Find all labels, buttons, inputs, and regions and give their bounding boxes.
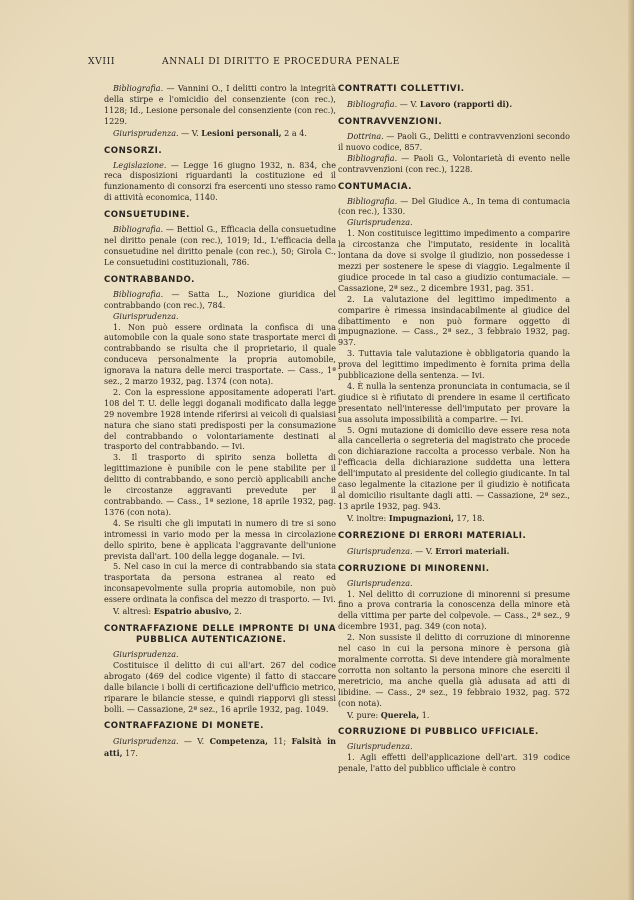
entry-contratti-collettivi: CONTRATTI COLLETTIVI. Bibliografia. — V. Lavoro (rapporti di). xyxy=(338,84,570,111)
section-label: Legislazione. xyxy=(113,160,167,170)
section-label: Bibliografia. xyxy=(347,153,398,163)
case-paragraph: 4. Se risulti che gli imputati in numero di tre si sono intromessi in vario modo per la messa in circolazione dello spirito, bene è applicata l'aggravante dell'unione prevista dall'art. 100 della legge doganale. — Ivi. xyxy=(104,518,336,561)
right-column xyxy=(338,84,570,781)
entry-heading: CONTRAVVENZIONI. xyxy=(338,116,443,127)
entry-text: — Paoli G., Volontarietà di evento nelle contravvenzioni (con rec.), 1228. xyxy=(338,153,570,174)
section-label: Giurisprudenza. xyxy=(347,546,413,556)
cross-reference: Lesioni personali, xyxy=(201,127,282,138)
case-paragraph: 2. La valutazione del legittimo impedimento a comparire è rimessa insindacabilmente al giudice del dibattimento e non può formare oggetto di impugnazione. — Cass., 2ª sez., 3 febbraio 1932, pag. 937. xyxy=(338,294,570,348)
case-paragraph: 4. È nulla la sentenza pronunciata in contumacia, se il giudice si è rifiutato di prendere in esame il certificato presentato nell'interesse dell'imputato per provare la sua assoluta impossibilità a comparire. — Ivi. xyxy=(338,381,570,424)
entry-text: — Vannini O., I delitti contro la integrità della stirpe e l'omicidio del consenziente (con rec.), 1128; Id., Lesione personale del consenziente (con rec.), 1229. xyxy=(104,84,336,126)
entry-vannini: Bibliografia. — Vannini O., I delitti contro la integrità della stirpe e l'omicidio del consenziente (con rec.), 1128; Id., Lesione personale del consenziente (con rec.), 1229. Giurisprudenza. — V. Lesioni personali, 2 a 4. xyxy=(104,84,336,138)
entry-contraffazione-monete: CONTRAFFAZIONE DI MONETE. Giurisprudenza. — V. Competenza, 11; Falsità in atti, 17. xyxy=(104,721,336,759)
entry-text: — Paoli G., Delitti e contravvenzioni secondo il nuovo codice, 857. xyxy=(338,131,570,152)
entry-heading: CONSUETUDINE. xyxy=(104,210,190,221)
entry-heading: CONTRATTI COLLETTIVI. xyxy=(338,84,465,94)
entry-heading: CORRUZIONE DI MINORENNI. xyxy=(338,563,490,574)
entry-heading: CORREZIONE DI ERRORI MATERIALI. xyxy=(338,530,527,541)
left-column xyxy=(104,84,336,766)
entry-correzione-errori: CORREZIONE DI ERRORI MATERIALI. Giurisprudenza. — V. Errori materiali. xyxy=(338,531,570,558)
entry-contravvenzioni xyxy=(338,117,570,176)
case-paragraph: 1. Non costituisce legittimo impedimento a comparire la circostanza che l'imputato, residente in località lontana da dove si svolge il giudizio, non possedesse i mezzi per sostenere le spese di viaggio. Legalmente il giudice procede in tal caso a giudizio contumaciale. — Cassazione, 2ª sez., 2 dicembre 1931, pag. 351. xyxy=(338,229,570,293)
cross-reference: Lavoro (rapporti di). xyxy=(419,99,513,109)
page-number: XVIII xyxy=(88,56,116,67)
section-label: Giurisprudenza. xyxy=(113,311,179,321)
section-label: Bibliografia. xyxy=(347,196,398,206)
cross-reference: Impugnazioni, xyxy=(388,512,454,523)
section-label: Giurisprudenza. xyxy=(347,578,413,588)
entry-corruzione-pubblico xyxy=(338,727,570,775)
journal-title: ANNALI DI DIRITTO E PROCEDURA PENALE xyxy=(162,56,400,67)
entry-text: — Del Giudice A., In tema di contumacia (con rec.), 1330. xyxy=(338,196,570,217)
case-paragraph: 2. Con la espressione appositamente adoperati l'art. 108 del T. U. delle leggi doganali modificato dalla legge 29 novembre 1928 intende riferirsi ai veicoli di qualsiasi natura che siano stati predisposti per la consumazione del contrabbando o volontariamente destinati al trasporto del contrabbando. — Ivi. xyxy=(104,387,336,452)
section-label: Giurisprudenza. xyxy=(113,649,179,659)
entry-contumacia: CONTUMACIA. Bibliografia. — Del Giudice A., In tema di contumacia (con rec.), 1330. Giurisprudenza. 1. Non costituisce legittimo impedimento a comparire la circostanza che l'imputato, residente in località lontana da dove si svolge il giudizio, non possedesse i mezzi per sostenere le spese di viaggio. Legalmente il giudice procede in tal caso a giudizio contumaciale. — Cassazione, 2ª sez., 2 dicembre 1931, pag. 351. 2. La valutazione del legittimo impedimento a comparire è rimessa insindacabilmente al giudice del dibattimento e non può formare oggetto di impugnazione. — Cass., 2ª sez., 3 febbraio 1932, pag. 937. 3. Tuttavia tale valutazione è obbligatoria quando la prova del legittimo impedimento è fornita prima della pubblicazione della sentenza. — Ivi. 4. È nulla la sentenza pronunciata in contumacia, se il giudice si è rifiutato di prendere in esame il certificato presentato nell'interesse dell'imputato per provare la sua assoluta impossibilità a comparire. — Ivi. 5. Ogni mutazione di domicilio deve essere resa nota alla cancelleria o segreteria del magistrato che procede con dichiarazione raccolta a processo verbale. Non ha l'efficacia della dichiarazione suddetta una lettera dell'imputato al presidente del collegio giudicante. In tal caso legalmente la citazione per il giudizio è notificata al domicilio risultante dagli atti. — Cassazione, 2ª sez., 13 aprile 1932, pag. 943. V. inoltre: Impugnazioni, 17, 18. xyxy=(338,181,570,523)
entry-text: — Bettiol G., Efficacia della consuetudine nel diritto penale (con rec.), 1019; Id., L'efficacia della consuetudine nel diritto penale (con rec.), 50; Girola C., Le consuetudini costituzionali, 786. xyxy=(104,225,336,267)
entry-consorzi xyxy=(104,146,336,205)
entry-text: — Satta L., Nozione giuridica del contrabbando (con rec.), 784. xyxy=(104,289,336,310)
running-header xyxy=(88,56,568,70)
entry-contrabbando: CONTRABBANDO. Bibliografia. — Satta L., Nozione giuridica del contrabbando (con rec.), 784. Giurisprudenza. 1. Non può essere ordinata la confisca di una automobile con la quale sono state trasportate merci di contrabbando se risulta che il proprietario, il quale conduceva personalmente la propria automobile, ignorava la natura delle merci trasportate. — Cass., 1ª sez., 2 marzo 1932, pag. 1374 (con nota). 2. Con la espressione appositamente adoperati l'art. 108 del T. U. delle leggi doganali modificato dalla legge 29 novembre 1928 intende riferirsi ai veicoli di qualsiasi natura che siano stati predisposti per la consumazione del contrabbando o volontariamente destinati al trasporto del contrabbando. — Ivi. 3. Il trasporto di spirito senza bolletta di legittimazione è punibile con le pene stabilite per il delitto di contrabbando, e sono perciò applicabili anche le circostanze aggravanti prevedute per il contrabbando. — Cass., 1ª sezione, 18 aprile 1932, pag. 1376 (con nota). 4. Se risulti che gli imputati in numero di tre si sono intromessi in vario modo per la messa in circolazione dello spirito, bene è applicata l'aggravante dell'unione prevista dall'art. 100 della legge doganale. — Ivi. 5. Nel caso in cui la merce di contrabbando sia stata trasportata da persona estranea al reato ed inconsapevolmente sulla propria automobile, non può essere ordinata la confisca del mezzo di trasporto. — Ivi. V. altresì: Espatrio abusivo, 2. xyxy=(104,274,336,617)
entry-heading: CONTRAFFAZIONE DELLE IMPRONTE DI UNA PUBBLICA AUTENTICAZIONE. xyxy=(104,623,336,645)
entry-text: — Legge 16 giugno 1932, n. 834, che reca disposizioni riguardanti la costituzione ed il funzionamento di consorzi fra esercenti uno stesso ramo di attività economica, 1140. xyxy=(104,160,336,203)
case-paragraph: 5. Ogni mutazione di domicilio deve essere resa nota alla cancelleria o segreteria del magistrato che procede con dichiarazione raccolta a processo verbale. Non ha l'efficacia della dichiarazione suddetta una lettera dell'imputato al presidente del collegio giudicante. In tal caso legalmente la citazione per il giudizio è notificata al domicilio risultante dagli atti. — Cassazione, 2ª sez., 13 aprile 1932, pag. 943. xyxy=(338,425,570,511)
case-paragraph: 1. Nel delitto di corruzione di minorenni si presume fino a prova contraria la conoscenza della minore età della vittima per parte del colpevole. — Cass., 2ª sez., 9 dicembre 1931, pag. 349 (con nota). xyxy=(338,589,570,632)
entry-heading: CONTRAFFAZIONE DI MONETE. xyxy=(104,721,264,732)
section-label: Bibliografia. xyxy=(113,84,164,93)
section-label: Dottrina. xyxy=(347,131,384,141)
entry-consuetudine xyxy=(104,210,336,269)
entry-corruzione-minorenni: CORRUZIONE DI MINORENNI. Giurisprudenza. 1. Nel delitto di corruzione di minorenni si presume fino a prova contraria la conoscenza della minore età della vittima per parte del colpevole. — Cass., 2ª sez., 9 dicembre 1931, pag. 349 (con nota). 2. Non sussiste il delitto di corruzione di minorenne nel caso in cui la persona minore è persona già moralmente corrotta. Si deve intendere già moralmente corrotta non soltanto la persona minore che eserciti il meretricio, ma anche quella già adusata ad atti di libidine. — Cass., 2ª sez., 19 febbraio 1932, pag. 572 (con nota). V. pure: Querela, 1. xyxy=(338,563,570,720)
case-paragraph: 5. Nel caso in cui la merce di contrabbando sia stata trasportata da persona estranea al reato ed inconsapevolmente sulla propria automobile, non può essere ordinata la confisca del mezzo di trasporto. — Ivi. xyxy=(104,562,336,605)
case-paragraph: Costituisce il delitto di cui all'art. 267 del codice abrogato (469 del codice vigente) il fatto di staccare dalle bilancie i bolli di certificazione dell'ufficio metrico, riparare le bilancie stesse, e quindi riapporvi gli stessi bolli. — Cassazione, 2ª sez., 16 aprile 1932, pag. 1049. xyxy=(104,660,336,714)
case-paragraph: 2. Non sussiste il delitto di corruzione di minorenne nel caso in cui la persona minore è persona già moralmente corrotta. Si deve intendere già moralmente corrotta non soltanto la persona minore che eserciti il meretricio, ma anche quella già adusata ad atti di libidine. — Cass., 2ª sez., 19 febbraio 1932, pag. 572 (con nota). xyxy=(338,633,570,708)
section-label: Bibliografia. xyxy=(113,289,164,299)
section-label: Bibliografia. xyxy=(113,225,164,235)
section-label: Giurisprudenza. xyxy=(347,218,413,228)
cross-reference: Querela, xyxy=(380,709,420,720)
cross-reference: Errori materiali. xyxy=(435,545,510,556)
cross-reference: Espatrio abusivo, xyxy=(153,606,232,617)
entry-contraffazione-impronte xyxy=(104,624,336,715)
page-edge xyxy=(628,0,634,900)
entry-heading: CONSORZI. xyxy=(104,145,163,156)
case-paragraph: 3. Tuttavia tale valutazione è obbligatoria quando la prova del legittimo impedimento è fornita prima della pubblicazione della sentenza. — Ivi. xyxy=(338,349,570,381)
case-paragraph: 1. Non può essere ordinata la confisca di una automobile con la quale sono state trasportate merci di contrabbando se risulta che il proprietario, il quale conduceva personalmente la propria automobile, ignorava la natura delle merci trasportate. — Cass., 1ª sez., 2 marzo 1932, pag. 1374 (con nota). xyxy=(104,322,336,387)
section-label: Giurisprudenza. xyxy=(113,128,179,138)
case-paragraph: 1. Agli effetti dell'applicazione dell'art. 319 codice penale, l'atto del pubblico ufficiale è contro xyxy=(338,753,570,774)
entry-heading: CONTUMACIA. xyxy=(338,181,412,192)
case-paragraph: 3. Il trasporto di spirito senza bolletta di legittimazione è punibile con le pene stabilite per il delitto di contrabbando, e sono perciò applicabili anche le circostanze aggravanti prevedute per il contrabbando. — Cass., 1ª sezione, 18 aprile 1932, pag. 1376 (con nota). xyxy=(104,453,336,517)
entry-heading: CONTRABBANDO. xyxy=(104,274,195,285)
cross-reference: Falsità in atti, xyxy=(104,736,336,759)
cross-reference: Competenza, xyxy=(209,736,268,747)
section-label: Bibliografia. xyxy=(347,100,398,109)
section-label: Giurisprudenza. xyxy=(113,737,179,747)
section-label: Giurisprudenza. xyxy=(347,742,413,752)
entry-heading: CORRUZIONE DI PUBBLICO UFFICIALE. xyxy=(338,727,539,738)
